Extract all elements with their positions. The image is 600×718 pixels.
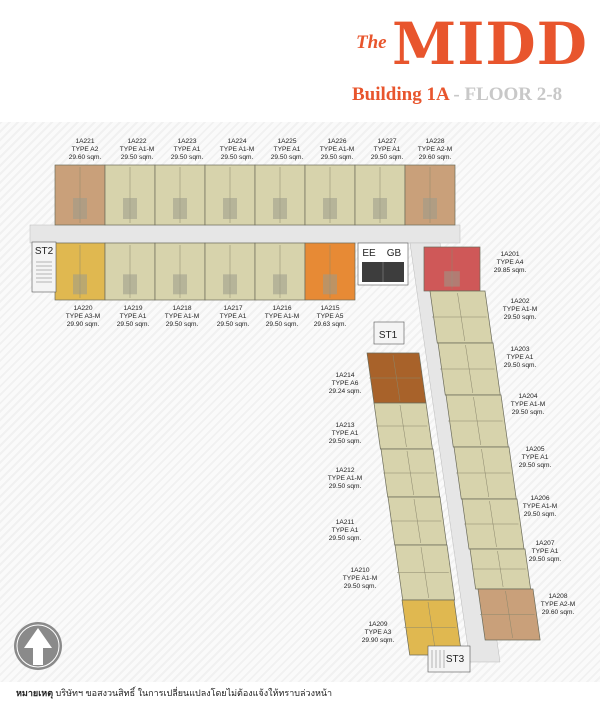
disclaimer-label: หมายเหตุ [16, 688, 54, 698]
unit-label: 1A207 [535, 540, 555, 547]
unit-label: 1A220 [73, 305, 93, 312]
unit-label: 1A205 [525, 446, 545, 453]
unit-1A221[interactable] [55, 165, 105, 225]
unit-label: TYPE A1 [521, 454, 549, 461]
unit-1A219[interactable] [105, 243, 155, 300]
unit-bathroom [444, 271, 460, 286]
unit-label: TYPE A3-M [65, 313, 101, 320]
unit-label: 29.85 sqm. [493, 267, 527, 274]
unit-1A217[interactable] [205, 243, 255, 300]
unit-label: 1A203 [510, 346, 530, 353]
floor-label: FLOOR 2-8 [464, 84, 563, 105]
unit-label: 1A222 [127, 138, 147, 145]
unit-bathroom [273, 274, 287, 294]
unit-bathroom [423, 198, 437, 219]
unit-label: 29.60 sqm. [418, 154, 452, 161]
unit-bathroom [123, 274, 137, 294]
unit-label: 29.50 sqm. [528, 556, 562, 563]
unit-label: 1A206 [530, 495, 550, 502]
unit-label: 1A214 [335, 372, 355, 379]
unit-label: TYPE A5 [316, 313, 344, 320]
unit-1A204[interactable] [446, 395, 508, 447]
unit-label: 29.50 sqm. [320, 154, 354, 161]
unit-1A212[interactable] [381, 449, 440, 497]
unit-label: 1A217 [223, 305, 243, 312]
unit-1A222[interactable] [105, 165, 155, 225]
unit-1A215[interactable] [305, 243, 355, 300]
unit-label: TYPE A2-M [540, 601, 576, 608]
unit-bathroom [323, 198, 337, 219]
unit-1A202[interactable] [430, 291, 492, 343]
unit-1A206[interactable] [462, 499, 524, 549]
unit-bathroom [73, 274, 87, 294]
unit-label: TYPE A1 [273, 146, 301, 153]
unit-label: TYPE A1-M [522, 503, 558, 510]
unit-label: 1A213 [335, 422, 355, 429]
unit-bathroom [223, 274, 237, 294]
unit-1A216[interactable] [255, 243, 305, 300]
unit-1A203[interactable] [438, 343, 500, 395]
unit-label: 29.90 sqm. [66, 321, 100, 328]
unit-1A208[interactable] [478, 589, 540, 640]
unit-label: 1A218 [172, 305, 192, 312]
unit-label: 29.50 sqm. [120, 154, 154, 161]
unit-label: 1A202 [510, 298, 530, 305]
unit-label: 1A225 [277, 138, 297, 145]
unit-bathroom [223, 198, 237, 219]
unit-label: TYPE A1-M [219, 146, 255, 153]
unit-label: 1A209 [368, 621, 388, 628]
unit-label: 29.50 sqm. [343, 583, 377, 590]
corridor-horizontal [30, 225, 460, 243]
unit-label: 29.50 sqm. [270, 154, 304, 161]
unit-label: TYPE A1-M [164, 313, 200, 320]
unit-label: 1A226 [327, 138, 347, 145]
unit-label: TYPE A1-M [264, 313, 300, 320]
unit-label: 1A210 [350, 567, 370, 574]
unit-label: TYPE A1 [119, 313, 147, 320]
unit-label: 1A211 [335, 519, 355, 526]
north-arrow-icon [14, 622, 62, 670]
stair-st2-label: ST2 [34, 246, 54, 257]
unit-1A223[interactable] [155, 165, 205, 225]
unit-label: TYPE A1-M [119, 146, 155, 153]
unit-label: TYPE A2-M [417, 146, 453, 153]
unit-1A207[interactable] [470, 549, 531, 589]
unit-label: TYPE A1 [219, 313, 247, 320]
unit-bathroom [123, 198, 137, 219]
unit-1A218[interactable] [155, 243, 205, 300]
unit-label: 1A227 [377, 138, 397, 145]
unit-label: 29.90 sqm. [361, 637, 395, 644]
disclaimer-text: บริษัทฯ ขอสงวนสิทธิ์ ในการเปลี่ยนแปลงโดยไม่ต้องแจ้งให้ทราบล่วงหน้า [53, 688, 333, 698]
unit-1A227[interactable] [355, 165, 405, 225]
unit-label: TYPE A4 [496, 259, 524, 266]
unit-1A213[interactable] [374, 403, 432, 449]
unit-label: 29.50 sqm. [518, 462, 552, 469]
unit-label: 1A215 [320, 305, 340, 312]
unit-1A210[interactable] [395, 545, 455, 600]
unit-label: 1A224 [227, 138, 247, 145]
unit-label: TYPE A6 [331, 380, 359, 387]
unit-1A225[interactable] [255, 165, 305, 225]
unit-label: TYPE A1 [173, 146, 201, 153]
unit-label: TYPE A2 [71, 146, 99, 153]
unit-1A214[interactable] [367, 353, 426, 403]
unit-bathroom [73, 198, 87, 219]
unit-1A226[interactable] [305, 165, 355, 225]
unit-label: 29.50 sqm. [511, 409, 545, 416]
unit-bathroom [323, 274, 337, 294]
unit-label: 29.63 sqm. [313, 321, 347, 328]
disclaimer-note [16, 686, 332, 700]
unit-label: 29.60 sqm. [68, 154, 102, 161]
unit-1A220[interactable] [55, 243, 105, 300]
building-label: Building 1A [352, 84, 449, 105]
unit-label: 29.50 sqm. [165, 321, 199, 328]
unit-label: 1A212 [335, 467, 355, 474]
unit-label: 29.50 sqm. [370, 154, 404, 161]
unit-label: 29.50 sqm. [220, 154, 254, 161]
unit-1A201[interactable] [424, 247, 480, 291]
unit-label: 29.24 sqm. [328, 388, 362, 395]
unit-1A224[interactable] [205, 165, 255, 225]
unit-label: 29.50 sqm. [328, 438, 362, 445]
unit-label: 1A228 [425, 138, 445, 145]
unit-label: TYPE A1 [331, 527, 359, 534]
unit-label: TYPE A3 [364, 629, 392, 636]
unit-bathroom [273, 198, 287, 219]
unit-1A211[interactable] [388, 497, 447, 545]
unit-label: TYPE A1 [373, 146, 401, 153]
unit-label: TYPE A1 [506, 354, 534, 361]
unit-label: 29.50 sqm. [328, 535, 362, 542]
logo-the: The [356, 32, 387, 53]
unit-label: 29.50 sqm. [216, 321, 250, 328]
unit-1A205[interactable] [454, 447, 516, 499]
core-ee-label: EE [362, 248, 376, 259]
unit-label: TYPE A1-M [342, 575, 378, 582]
logo-name: MIDD [392, 10, 588, 78]
unit-label: 29.50 sqm. [503, 314, 537, 321]
unit-label: TYPE A1 [531, 548, 559, 555]
unit-label: TYPE A1-M [327, 475, 363, 482]
unit-label: 1A221 [75, 138, 95, 145]
unit-label: 29.50 sqm. [265, 321, 299, 328]
unit-label: 29.50 sqm. [328, 483, 362, 490]
unit-label: TYPE A1-M [502, 306, 538, 313]
stair-st1-label: ST1 [378, 330, 398, 341]
unit-label: TYPE A1-M [319, 146, 355, 153]
unit-bathroom [173, 198, 187, 219]
stair-st3-label: ST3 [445, 654, 465, 665]
unit-label: 1A223 [177, 138, 197, 145]
unit-1A228[interactable] [405, 165, 455, 225]
unit-bathroom [173, 274, 187, 294]
unit-label: 29.50 sqm. [503, 362, 537, 369]
unit-label: 1A219 [123, 305, 143, 312]
unit-label: 29.50 sqm. [116, 321, 150, 328]
unit-label: 29.50 sqm. [523, 511, 557, 518]
unit-label: 1A216 [272, 305, 292, 312]
unit-label: 1A201 [500, 251, 520, 258]
unit-label: 29.50 sqm. [170, 154, 204, 161]
unit-label: 1A204 [518, 393, 538, 400]
unit-label: 1A208 [548, 593, 568, 600]
title-separator: - [448, 84, 465, 105]
unit-label: 29.60 sqm. [541, 609, 575, 616]
unit-label: TYPE A1-M [510, 401, 546, 408]
core-gb-label: GB [386, 248, 402, 259]
unit-label: TYPE A1 [331, 430, 359, 437]
unit-bathroom [373, 198, 387, 219]
